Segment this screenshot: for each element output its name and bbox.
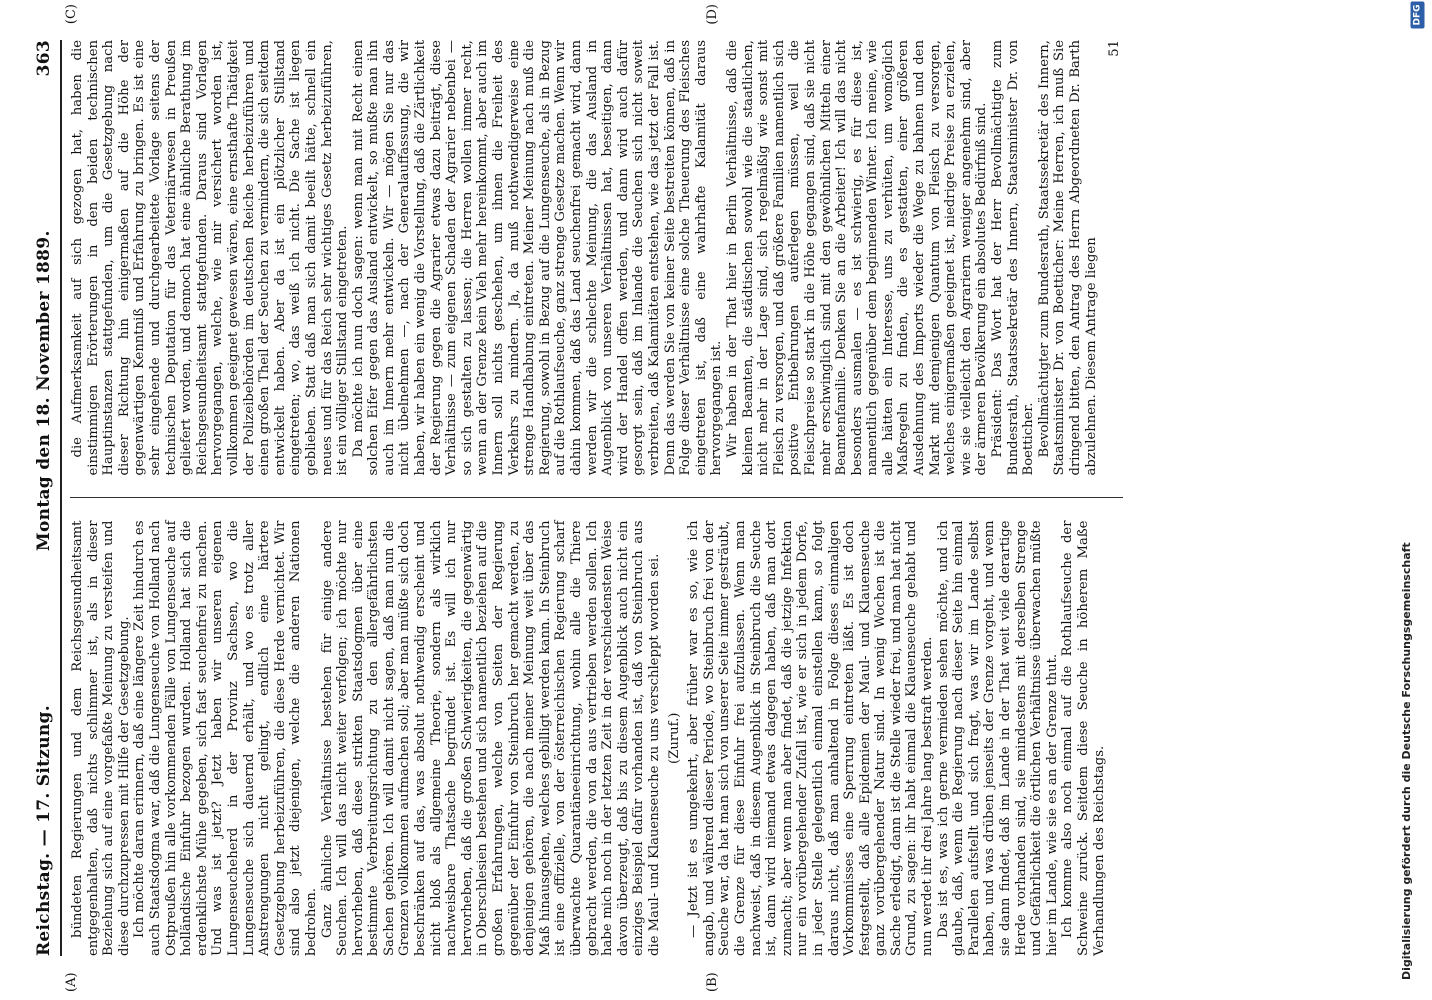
paragraph: Ich komme also noch einmal auf die Rothlaufseuche der Schweine zurück. Seitdem diese Seuche in höherem Maße Verhandlungen des Reichstags. [1060, 520, 1107, 956]
header-left: Reichstag. — 17. Sitzung. [34, 705, 54, 956]
page-number: 363 [34, 40, 54, 77]
column-divider [70, 498, 1123, 499]
marker-c: (C) [64, 4, 79, 25]
page-header [34, 40, 54, 956]
paragraph: Bevollmächtigter zum Bundesrath, Staatssekretär des Innern, Staatsminister Dr. von Boetticher: Meine Herren, ich muß Sie dringend bitten, den Antrag des Herrn Abgeordneten Dr. Barth abzulehnen. Diesem Antrage liegen [1036, 40, 1099, 476]
paragraph: die Aufmerksamkeit auf sich gezogen hat, haben die einstimmigen Erörterungen in den beiden technischen Hauptinstanzen stattgefunden, um die Gesetzgebung nach dieser Richtung hin einigermaßen auf die Höhe der gegenwärtigen Kenntniß und Erfahrung zu bringen. Es ist eine sehr eingehende und durchgearbeitete Vorlage seitens der technischen Deputation für das Veterinärwesen in Preußen geliefert worden, und dennoch hat eine ähnliche Berathung im Reichsgesundheitsamt stattgefunden. Daraus sind Vorlagen hervorgegangen, welche, wie mir versichert worden ist, vollkommen geeignet gewesen wären, eine ernsthafte Thätigkeit der Polizeibehörden im deutschen Reiche herbeizuführen und einen großen Theil der Seuchen zu vermindern, die sich seitdem entwickelt haben. Aber da ist ein plötzlicher Stillstand eingetreten; wo, das weiß ich nicht. Die Sache ist liegen geblieben. Statt daß man sich damit beeilt hätte, schnell ein neues und für das Reich sehr wichtiges Gesetz herbeizuführen, ist ein völliger Stillstand eingetreten. [70, 40, 351, 476]
digitization-note: Digitalisierung gefördert durch die Deutsche Forschungsgemeinschaft [1400, 542, 1413, 980]
paragraph: Ganz ähnliche Verhältnisse bestehen für einige andere Seuchen. Ich will das nicht weiter verfolgen; ich möchte nur hervorheben, daß diese strikten Staatsdogmen über eine bestimmte Verbreitungsrichtung zu den allergefährlichsten Sachen gehören. Ich will damit nicht sagen, daß man nun die Grenzen vollkommen aufmachen soll; aber man müßte sich doch beschränken auf das, was absolut nothwendig erscheint und nicht bloß als allgemeine Theorie, sondern als wirklich nachweisbare Thatsache begründet ist. Es will ich nur hervorheben, daß die großen Schwierigkeiten, die gegenwärtig in Oberschlesien bestehen und sich namentlich beziehen auf die großen Erfahrungen, welche von Seiten der Regierung gegenüber der Einfuhr von Steinbruch her gemacht werden, zu denjenigen gehören, die nach meiner Meinung weit über das Maß hinausgehen, welches gebilligt werden kann. In Steinbruch ist eine offizielle, von der österreichischen Regierung scharf überwachte Quarantäneeinrichtung, wohin alle die Thiere gebracht werden, die von da aus vertrieben werden sollen. Ich habe mich noch in der letzten Zeit in der verschiedensten Weise davon überzeugt, daß bis zu diesem Augenblick auch nicht ein einziges Beispiel dafür vorhanden ist, daß von Steinbruch aus die Maul- und Klauenseuche zu uns verschleppt worden sei. [319, 520, 662, 956]
marker-b: (B) [705, 972, 720, 992]
paragraph: Da möchte ich nun doch sagen: wenn man mit Recht einen solchen Eifer gegen das Ausland entwickelt, so mußte man ihn auch im Innern mehr entwickeln. Wir — mögen Sie nur das nicht übelnehmen —, nach der Generalauffassung, die wir haben, wir haben ein wenig die Vorstellung, daß die Zärtlichkeit der Regierung gegen die Agrarier etwas dazu beiträgt, diese Verhältnisse — zum eigenen Schaden der Agrarier nebenbei — so sich gestalten zu lassen; die Herren wollen immer recht, wenn an der Grenze kein Vieh mehr hereinkommt, aber auch im Innern soll nichts geschehen, um ihnen die Freiheit des Verkehrs zu mindern. Ja, da muß nothwendigerweise eine strenge Handhabung eintreten. Meiner Meinung nach muß die Regierung, sowohl in Bezug auf die Lungenseuche, als in Bezug auf die Rothlaufseuche, ganz strenge Gesetze machen. Wenn wir dahin kommen, daß das Land seuchenfrei gemacht wird, dann werden wir die schlechte Meinung, die das Ausland in Augenblick von unseren Verhältnissen hat, beseitigen, dann wird der Handel offen werden, und dann wird auch dafür gesorgt sein, daß im Inlande die Seuchen sich nicht soweit verbreiten, daß Kalamitäten entstehen, wie das jetzt der Fall ist. Denn das werden Sie von keiner Seite bestreiten können, daß in Folge dieser Verhältnisse eine solche Theuerung des Fleisches eingetreten ist, daß eine wahrhafte Kalamität daraus hervorgegangen ist. [350, 40, 725, 476]
paragraph: 51 [1107, 40, 1123, 57]
paragraph: Wir haben in der That hier in Berlin Verhältnisse, daß die kleinen Beamten, die städtischen sowohl wie die staatlichen, nicht mehr in der Lage sind, sich regelmäßig wie sonst mit Fleisch zu versorgen, und daß größere Familien namentlich sich positive Entbehrungen auferlegen müssen, weil die Fleischpreise so stark in die Höhe gegangen sind, daß sie nicht mehr erschwinglich sind mit den gewöhnlichen Mitteln einer Beamtenfamilie. Denken Sie an die Arbeiter! Ich will das nicht besonders ausmalen — es ist schwierig, es für diese ist, namentlich gegenüber dem beginnenden Winter. Ich meine, wie alle hätten ein Interesse, uns zu verhüten, um womöglich Maßregeln zu finden, die es gestatten, einer größeren Ausdehnung des Imports wieder die Wege zu bahnen und den Markt mit demjenigen Quantum von Fleisch zu versorgen, welches einigermaßen geeignet ist, niedrige Preise zu erzielen, wie sie vielleicht den Agrariern weniger angenehm sind, aber der ärmeren Bevölkerung ein absolutes Bedürfniß sind. [724, 40, 990, 476]
header-title: Montag den 18. November 1889. [34, 230, 54, 552]
paragraph: bündeten Regierungen und dem Reichsgesundheitsamt entgegenhalten, daß nichts schlimmer ist, als in dieser Beziehung sich auf eine vorgefaßte Meinung zu versteifen und diese durchzupressen mit Hilfe der Gesetzgebung. [70, 520, 132, 956]
dfg-logo: DFG [1411, 1, 1425, 28]
paragraph: — Jetzt ist es umgekehrt, aber früher war es so, wie ich angab, und während dieser Periode, wo Steinbruch frei von der Seuche war, da hat man sich von unserer Seite immer gesträubt, die Grenze für diese Einfuhr frei aufzulassen. Wenn man nachweist, daß in diesem Augenblick in Steinbruch die Seuche ist, dann wird niemand etwas dagegen haben, daß man dort zumacht; aber wenn man aber findet, daß die jetzige Infektion nur ein vorübergehender Zufall ist, wie er sich in jedem Dorfe, in jeder Stelle gelegentlich einmal einstellen kann, so folgt daraus nicht, daß man anhaltend in Folge dieses einmaligen Vorkommnisses eine Sperrung eintreten läßt. Es ist doch festgestellt, daß alle Epidemien der Maul- und Klauenseuche ganz vorübergehender Natur sind. In wenig Wochen ist die Sache erledigt, dann ist die Stelle wieder frei, und man hat nicht Grund, zu sagen: ihr habt einmal die Klauenseuche gehabt und nun werdet ihr drei Jahre lang bestraft werden. [686, 520, 936, 956]
paragraph: Das ist es, was ich gerne vermieden sehen möchte, und ich glaube, daß, wenn die Regierung nach dieser Seite hin einmal Parallelen aufstellt und sich fragt, was wir im Lande selbst haben, und was drüben jenseits der Grenze vorgeht, und wenn sie dann findet, daß im Lande in der That weit viele derartige Herde vorhanden sind, sie mindestens mit derselben Strenge und Gefährlichkeit die örtlichen Verhältnisse überwachen müßte hier im Lande, wie sie es an der Grenze thut. [935, 520, 1060, 956]
marker-a: (A) [64, 972, 79, 992]
paragraph: Präsident: Das Wort hat der Herr Bevollmächtigte zum Bundesrath, Staatssekretär des Innern, Staatsminister Dr. von Boetticher. [990, 40, 1037, 476]
right-column [70, 40, 1123, 476]
left-column [70, 521, 1123, 957]
text-columns [70, 40, 1123, 956]
paragraph: (Zuruf.) [666, 712, 682, 764]
paragraph: Ich möchte daran erinnern, daß eine längere Zeit hindurch es auch Staatsdogma war, daß die Lungenseuche von Holland nach Ostpreußen hin alle vorkommenden Fälle von Lungenseuche auf holländische Einfuhr bezogen wurden. Holland hat sich die erdenklichste Mühe gegeben, sich fast seuchenfrei zu machen. Und was ist jetzt? Jetzt haben wir unseren eigenen Lungenseucheherd in der Provinz Sachsen, wo die Lungenseuche sich dauernd erhält, und wo es trotz aller Anstrengungen nicht gelingt, endlich eine härtere Gesetzgebung herbeizuführen, die diese Herde vernichtet. Wir sind also jetzt diejenigen, welche die anderen Nationen bedrohen. [132, 520, 319, 956]
header-rule [60, 40, 62, 956]
marker-d: (D) [705, 4, 720, 25]
